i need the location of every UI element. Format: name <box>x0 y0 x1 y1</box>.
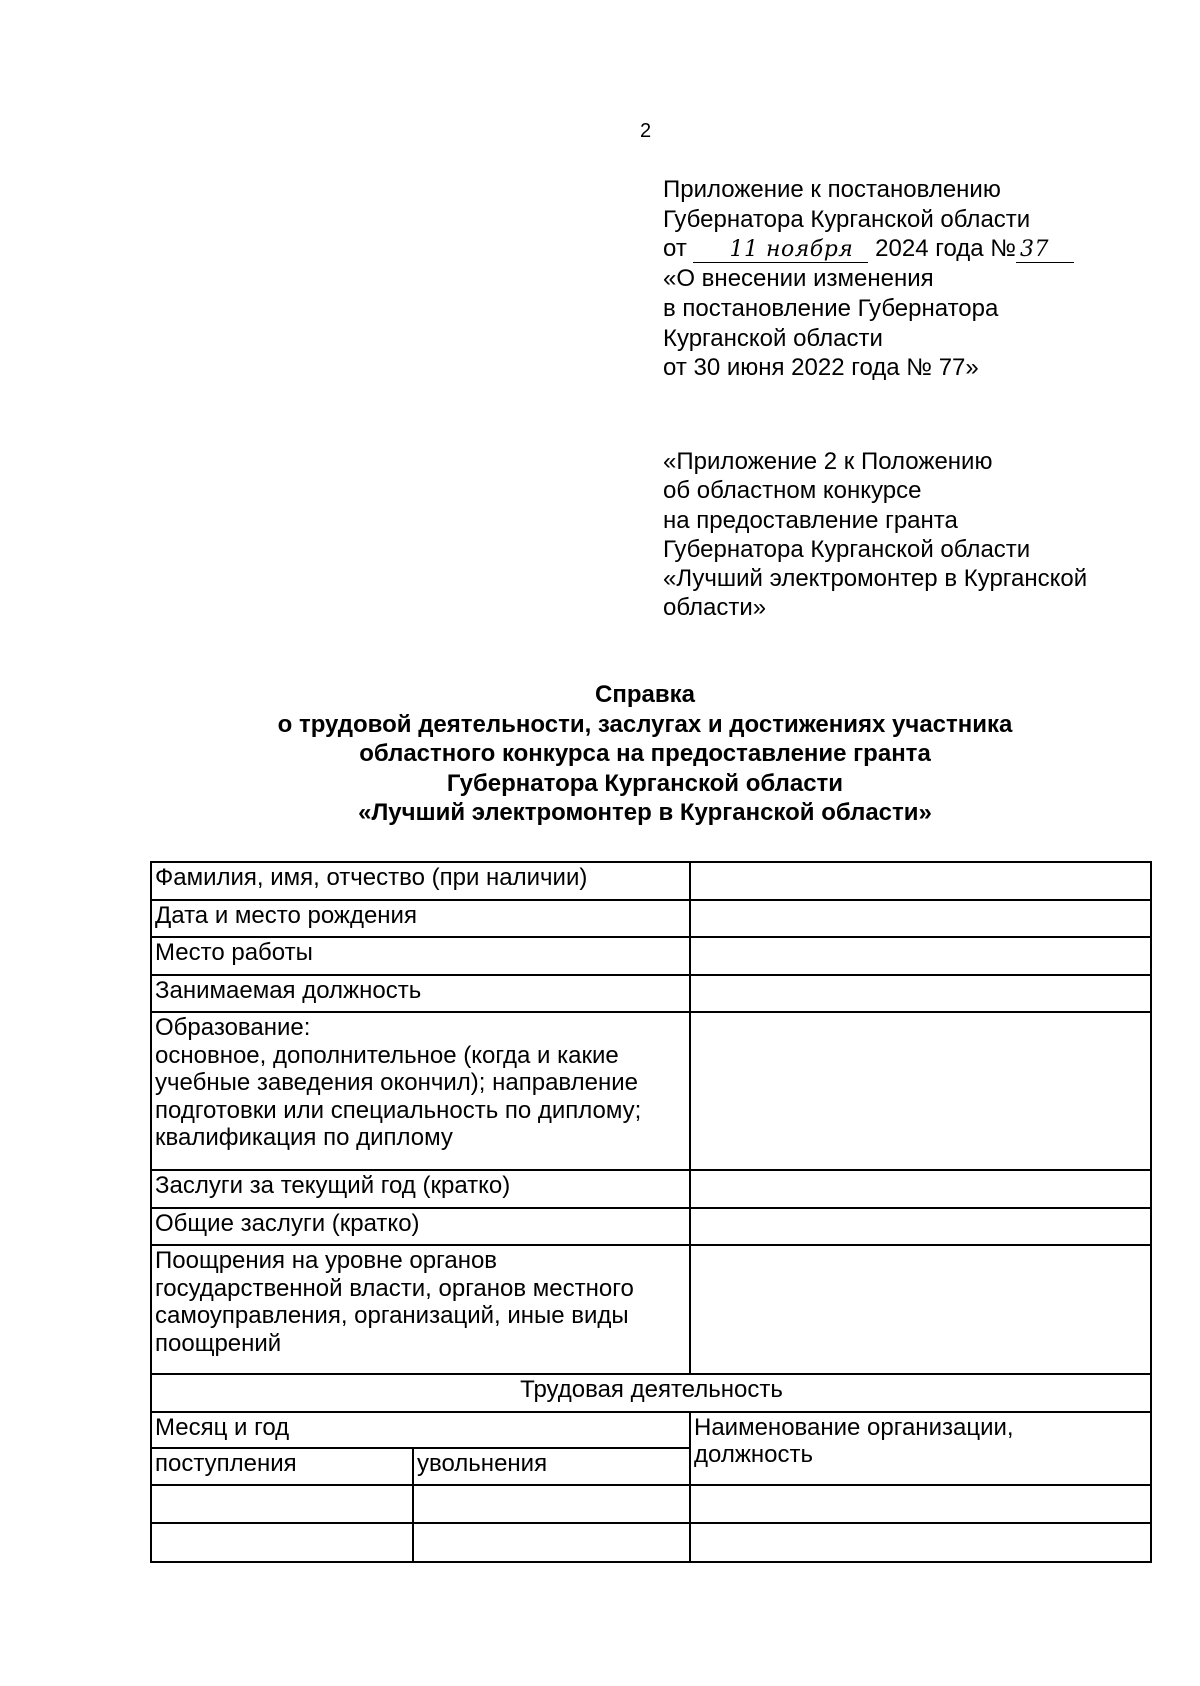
handwritten-date: 11 ноября <box>693 238 868 263</box>
label-line: поощрений <box>155 1329 282 1357</box>
field-label-rewards <box>151 1245 690 1374</box>
end-date-header: увольнения <box>413 1448 690 1485</box>
field-label-current-merits: Заслуги за текущий год (кратко) <box>151 1170 690 1208</box>
field-value-full-name[interactable] <box>690 862 1151 900</box>
table-row <box>151 1485 1151 1524</box>
field-value-birth[interactable] <box>690 900 1151 938</box>
field-value-rewards[interactable] <box>690 1245 1151 1374</box>
header-line: Приложение к постановлению <box>663 176 1001 203</box>
field-label-workplace: Место работы <box>151 937 690 975</box>
date-prefix: от <box>663 235 687 263</box>
page-number: 2 <box>640 120 652 142</box>
table-row <box>151 1170 1151 1208</box>
label-line: подготовки или специальность по диплому; <box>155 1096 642 1124</box>
field-label-education <box>151 1012 690 1170</box>
table-row <box>151 862 1151 900</box>
label-line: Образование: <box>155 1014 311 1042</box>
decree-header <box>663 175 1074 383</box>
table-row <box>151 1012 1151 1170</box>
table-row <box>151 1245 1151 1374</box>
header-line: от 30 июня 2022 года № 77» <box>663 354 979 382</box>
document-title <box>150 680 1140 828</box>
table-row <box>151 1523 1151 1562</box>
title-line: о трудовой деятельности, заслугах и достижениях участника <box>277 710 1013 738</box>
employment-org-cell[interactable] <box>690 1523 1151 1562</box>
field-value-current-merits[interactable] <box>690 1170 1151 1208</box>
header-date-line <box>663 234 1074 264</box>
table-row <box>151 937 1151 975</box>
field-value-position[interactable] <box>690 975 1151 1013</box>
appendix-line: «Лучший электромонтер в Курганской <box>663 565 1088 593</box>
label-line: должность <box>694 1441 813 1469</box>
appendix-line: «Приложение 2 к Положению <box>663 448 993 475</box>
field-label-birth: Дата и место рождения <box>151 900 690 938</box>
employment-start-cell[interactable] <box>151 1485 413 1524</box>
label-line: квалификация по диплому <box>155 1124 453 1152</box>
title-line: Губернатора Курганской области <box>446 769 844 797</box>
field-label-general-merits: Общие заслуги (кратко) <box>151 1208 690 1246</box>
table-row <box>151 1374 1151 1412</box>
label-line: государственной власти, органов местного <box>155 1274 634 1302</box>
header-line: Губернатора Курганской области <box>663 205 1031 233</box>
employment-end-cell[interactable] <box>413 1523 690 1562</box>
title-line: областного конкурса на предоставление гранта <box>359 740 931 767</box>
table-row <box>151 1208 1151 1246</box>
appendix-reference <box>663 447 1087 623</box>
header-line: «О внесении изменения <box>663 265 934 293</box>
section-title-employment: Трудовая деятельность <box>151 1374 1151 1412</box>
label-line: учебные заведения окончил); направление <box>155 1069 638 1097</box>
field-value-general-merits[interactable] <box>690 1208 1151 1246</box>
appendix-line: об областном конкурсе <box>663 477 922 505</box>
table-row <box>151 975 1151 1013</box>
title-line: «Лучший электромонтер в Курганской области» <box>358 799 932 826</box>
organization-header <box>690 1412 1151 1485</box>
field-value-workplace[interactable] <box>690 937 1151 975</box>
employment-end-cell[interactable] <box>413 1485 690 1524</box>
title-line: Справка <box>595 681 695 708</box>
date-middle: 2024 года № <box>875 235 1017 263</box>
employment-start-cell[interactable] <box>151 1523 413 1562</box>
handwritten-number: 37 <box>1016 238 1074 263</box>
header-line: Курганской области <box>663 324 883 352</box>
field-value-education[interactable] <box>690 1012 1151 1170</box>
start-date-header: поступления <box>151 1448 413 1485</box>
appendix-line: области» <box>663 594 767 622</box>
month-year-header: Месяц и год <box>151 1412 690 1449</box>
label-line: Наименование организации, <box>694 1413 1014 1441</box>
field-label-position: Занимаемая должность <box>151 975 690 1013</box>
label-line: основное, дополнительное (когда и какие <box>155 1041 619 1069</box>
table-row <box>151 900 1151 938</box>
label-line: самоуправления, организаций, иные виды <box>155 1302 629 1330</box>
participant-form-table <box>150 861 1152 1563</box>
appendix-line: на предоставление гранта <box>663 506 958 534</box>
employment-org-cell[interactable] <box>690 1485 1151 1524</box>
header-line: в постановление Губернатора <box>663 294 999 322</box>
field-label-full-name: Фамилия, имя, отчество (при наличии) <box>151 862 690 900</box>
label-line: Поощрения на уровне органов <box>155 1247 498 1275</box>
table-row <box>151 1412 1151 1449</box>
appendix-line: Губернатора Курганской области <box>663 535 1031 563</box>
